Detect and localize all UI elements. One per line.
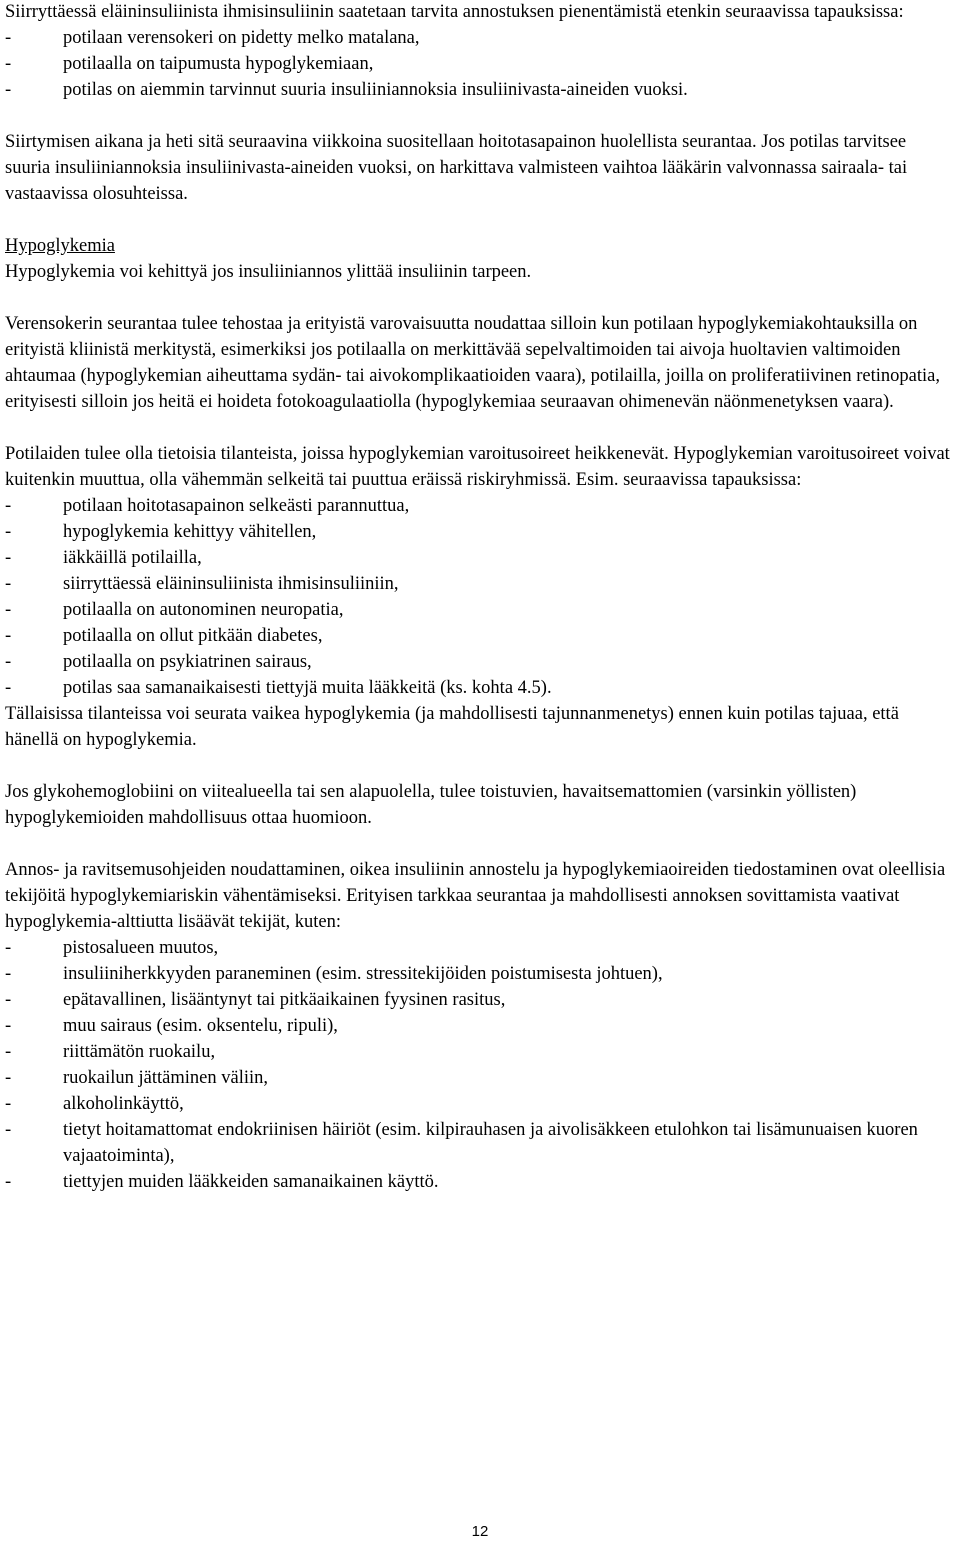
dosing-paragraph: Annos- ja ravitsemusohjeiden noudattaminen, oikea insuliinin annostelu ja hypoglykemiaoireiden tiedostaminen ovat oleellisia tekijöitä hypoglykemiariskin vähentämiseksi. Erityisen tarkkaa seurantaa ja mahdollisesti annoksen sovittamista vaativat hypoglykemia-alttiutta lisäävät tekijät, kuten: — [5, 860, 946, 932]
bullet-dash: - — [5, 1016, 12, 1036]
list-item — [5, 25, 955, 51]
bullet-dash: - — [5, 652, 12, 672]
list-item — [5, 519, 955, 545]
warning-symptoms-paragraph: Potilaiden tulee olla tietoisia tilanteista, joissa hypoglykemian varoitusoireet heikkenevät. Hypoglykemian varoitusoireet voivat kuitenkin muuttua, olla vähemmän selkeitä tai puuttua eräissä riskiryhmissä. Esim. seuraavissa tapauksissa: — [5, 444, 950, 490]
bullet-dash: - — [5, 938, 12, 958]
bullet-dash: - — [5, 626, 12, 646]
bullet-dash: - — [5, 1094, 12, 1114]
bullet-dash: - — [5, 28, 12, 48]
list-item — [5, 1091, 955, 1117]
list-item-text: potilaalla on taipumusta hypoglykemiaan, — [63, 54, 374, 74]
bullet-dash: - — [5, 54, 12, 74]
list-item — [5, 675, 955, 701]
list-item-text: pistosalueen muutos, — [63, 938, 219, 958]
list-item — [5, 493, 955, 519]
list-item-text: potilaalla on autonominen neuropatia, — [63, 600, 344, 620]
bullet-dash: - — [5, 600, 12, 620]
bullet-dash: - — [5, 496, 12, 516]
list-item — [5, 571, 955, 597]
list-item — [5, 649, 955, 675]
glucose-monitoring-paragraph: Verensokerin seurantaa tulee tehostaa ja erityistä varovaisuutta noudattaa silloin kun potilaan hypoglykemiakohtauksilla on erityistä kliinistä merkitystä, esimerkiksi jos potilaalla on merkittävää sepelvaltimoiden tai aivoja huoltavien valtimoiden ahtaumaa (hypoglykemian aiheuttama sydän- tai aivokomplikaatioiden vaara), potilailla, joilla on proliferatiivinen retinopatia, erityisesti silloin jos heitä ei hoideta fotokoagulaatiolla (hypoglykemiaa seuraavan ohimenevän näönmenetyksen vaara). — [5, 314, 940, 412]
bullet-dash: - — [5, 1120, 12, 1140]
list-item-text: potilas saa samanaikaisesti tiettyjä muita lääkkeitä (ks. kohta 4.5). — [63, 678, 552, 698]
list-item-text: alkoholinkäyttö, — [63, 1094, 184, 1114]
list-item-text: ruokailun jättäminen väliin, — [63, 1068, 268, 1088]
list-item — [5, 935, 955, 961]
section-heading: Hypoglykemia — [5, 236, 115, 256]
bullet-dash: - — [5, 1172, 12, 1192]
list-item-text: tietyt hoitamattomat endokriinisen häiriöt (esim. kilpirauhasen ja aivolisäkkeen etulohkon tai lisämunuaisen kuoren vajaatoiminta), — [63, 1120, 918, 1166]
monitoring-paragraph: Siirtymisen aikana ja heti sitä seuraavina viikkoina suositellaan hoitotasapainon huolellista seurantaa. Jos potilas tarvitsee suuria insuliiniannoksia insuliinivasta-aineiden vuoksi, on harkittava valmisteen vaihtoa lääkärin valvonnassa sairaala- tai vastaavissa olosuhteissa. — [5, 132, 908, 204]
intro-paragraph: Siirryttäessä eläininsuliinista ihmisinsuliinin saatetaan tarvita annostuksen pienentämistä etenkin seuraavissa tapauksissa: — [5, 2, 904, 22]
list-item-text: tiettyjen muiden lääkkeiden samanaikainen käyttö. — [63, 1172, 439, 1192]
hypoglycemia-definition: Hypoglykemia voi kehittyä jos insuliiniannos ylittää insuliinin tarpeen. — [5, 262, 532, 282]
glycohemoglobin-paragraph: Jos glykohemoglobiini on viitealueella tai sen alapuolella, tulee toistuvien, havaitsemattomien (varsinkin yöllisten) hypoglykemioiden mahdollisuus ottaa huomioon. — [5, 782, 857, 828]
bullet-dash: - — [5, 548, 12, 568]
bullet-dash: - — [5, 1068, 12, 1088]
list-item-text: iäkkäillä potilailla, — [63, 548, 202, 568]
bullet-dash: - — [5, 1042, 12, 1062]
risk-factors-list — [5, 935, 955, 1195]
list-item-text: potilaalla on psykiatrinen sairaus, — [63, 652, 312, 672]
list-item — [5, 597, 955, 623]
list-item — [5, 961, 955, 987]
list-item-text: insuliiniherkkyyden paraneminen (esim. stressitekijöiden poistumisesta johtuen), — [63, 964, 663, 984]
bullet-dash: - — [5, 678, 12, 698]
list-item-text: potilaan verensokeri on pidetty melko matalana, — [63, 28, 420, 48]
list-item — [5, 987, 955, 1013]
list-item — [5, 545, 955, 571]
list-item-text: epätavallinen, lisääntynyt tai pitkäaikainen fyysinen rasitus, — [63, 990, 506, 1010]
list-item-text: potilas on aiemmin tarvinnut suuria insuliiniannoksia insuliinivasta-aineiden vuoksi. — [63, 80, 688, 100]
bullet-dash: - — [5, 964, 12, 984]
list-item — [5, 1065, 955, 1091]
list-item — [5, 1013, 955, 1039]
severe-hypoglycemia-paragraph: Tällaisissa tilanteissa voi seurata vaikea hypoglykemia (ja mahdollisesti tajunnanmenetys) ennen kuin potilas tajuaa, että hänellä on hypoglykemia. — [5, 704, 899, 750]
bullet-dash: - — [5, 80, 12, 100]
list-item-text: potilaalla on ollut pitkään diabetes, — [63, 626, 323, 646]
list-item — [5, 1117, 955, 1169]
list-item — [5, 623, 955, 649]
list-item-text: siirryttäessä eläininsuliinista ihmisinsuliiniin, — [63, 574, 399, 594]
bullet-dash: - — [5, 990, 12, 1010]
list-item — [5, 1039, 955, 1065]
document-page — [5, 0, 955, 1195]
bullet-dash: - — [5, 522, 12, 542]
list-item-text: hypoglykemia kehittyy vähitellen, — [63, 522, 317, 542]
list-item-text: muu sairaus (esim. oksentelu, ripuli), — [63, 1016, 338, 1036]
list-item — [5, 51, 955, 77]
list-item — [5, 77, 955, 103]
page-number: 12 — [471, 1523, 489, 1540]
list-item — [5, 1169, 955, 1195]
bullet-dash: - — [5, 574, 12, 594]
risk-cases-list — [5, 493, 955, 701]
conditions-list — [5, 25, 955, 103]
list-item-text: potilaan hoitotasapainon selkeästi parannuttua, — [63, 496, 410, 516]
list-item-text: riittämätön ruokailu, — [63, 1042, 216, 1062]
